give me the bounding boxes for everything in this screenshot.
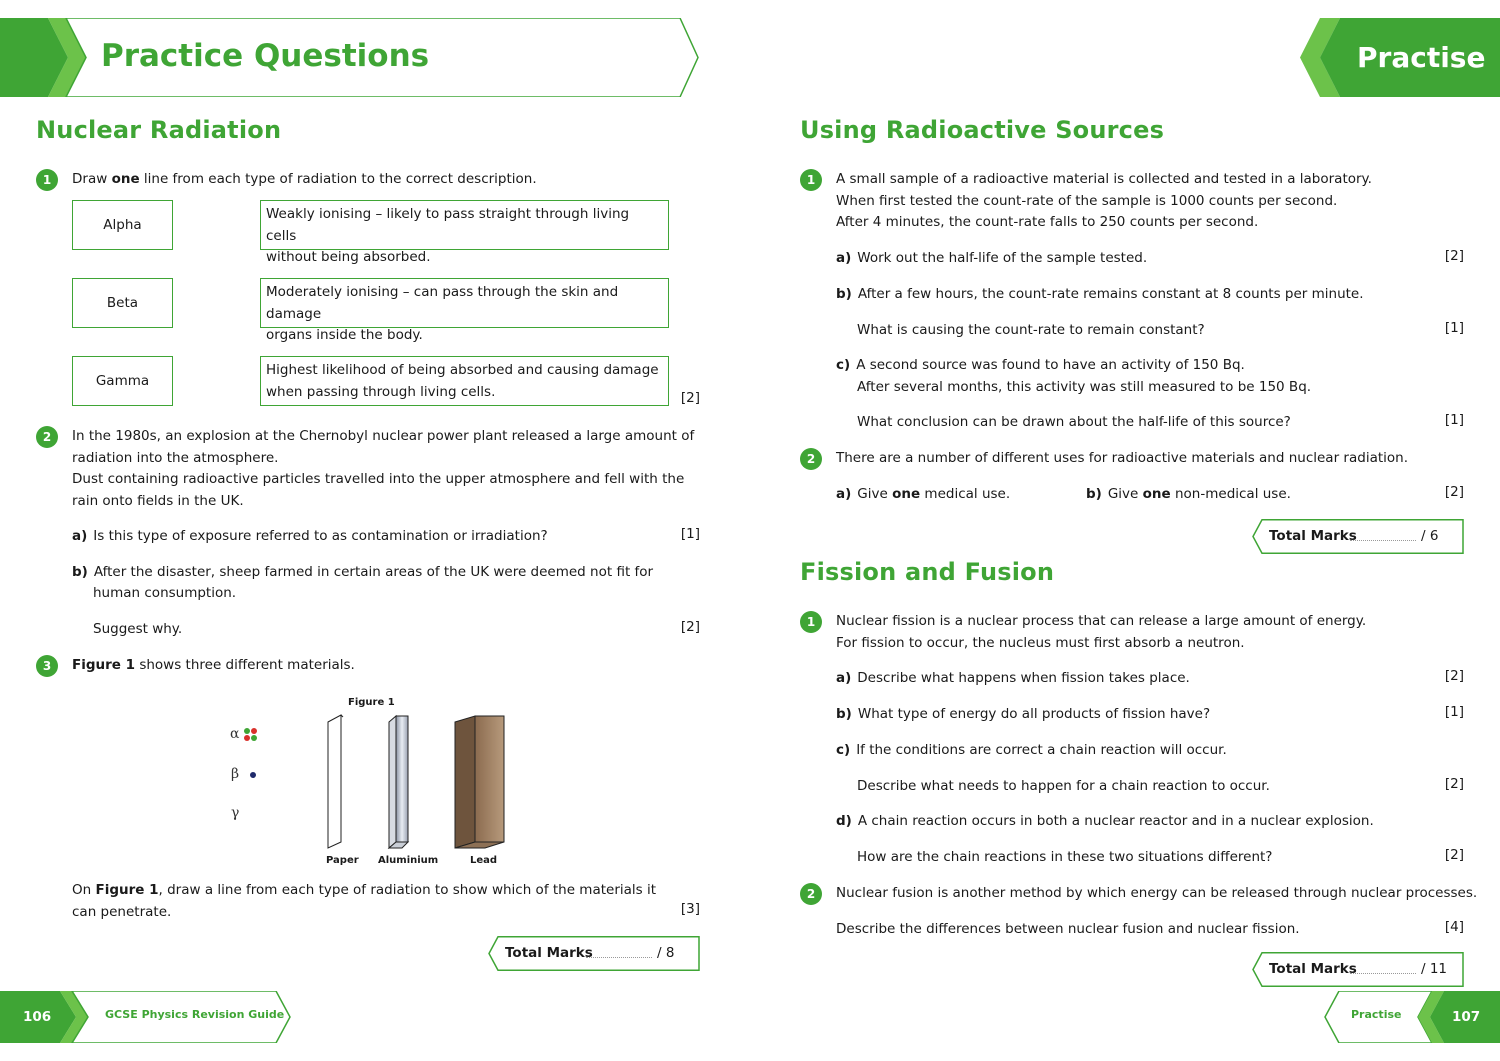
sub-text: A second source was found to have an activity of 150 Bq. <box>856 357 1245 373</box>
sub-label: b) <box>836 706 852 722</box>
subquestion-c-cont: After several months, this activity was still measured to be 150 Bq. <box>857 379 1312 395</box>
sub-label: a) <box>836 250 852 266</box>
description-line: when passing through living cells. <box>266 383 496 400</box>
question-text <box>836 169 1372 234</box>
mark-allocation: [1] <box>1444 320 1464 336</box>
total-marks-label: Total Marks <box>505 945 593 961</box>
subquestion-c-prompt: What conclusion can be drawn about the half-life of this source? <box>857 414 1291 430</box>
total-marks-label: Total Marks <box>1269 961 1357 977</box>
section-title-fission-fusion: Fission and Fusion <box>800 558 1055 586</box>
sub-text: Give <box>1107 486 1143 502</box>
beta-particle-icon <box>249 771 259 781</box>
material-label-lead: Lead <box>470 855 498 866</box>
sub-label: c) <box>836 742 851 758</box>
radiation-box-beta[interactable] <box>72 278 173 328</box>
total-marks-line <box>1350 973 1416 974</box>
page-number-right: 107 <box>1452 1009 1481 1025</box>
text-bold: one <box>111 171 140 187</box>
total-marks-line <box>586 957 652 958</box>
text-part: line from each type of radiation to the correct description. <box>139 171 537 187</box>
figure-title: Figure 1 <box>348 697 395 708</box>
material-label-paper: Paper <box>326 855 359 866</box>
sub-text: After the disaster, sheep farmed in certain areas of the UK were deemed not fit for <box>93 564 654 580</box>
question-text <box>72 426 694 512</box>
total-marks-line <box>1350 540 1416 541</box>
material-label-aluminium: Aluminium <box>378 855 439 866</box>
subquestion-d <box>836 811 1374 833</box>
total-marks-value: / 6 <box>1421 528 1439 544</box>
book-title: GCSE Physics Revision Guide <box>105 1008 285 1021</box>
subquestion-b <box>72 562 653 584</box>
total-marks-value: / 8 <box>657 945 675 961</box>
description-box-2[interactable] <box>260 278 669 343</box>
sub-label: c) <box>836 357 851 373</box>
sub-label: b) <box>836 286 852 302</box>
subquestion-b <box>836 704 1210 726</box>
question-text: Nuclear fusion is another method by which energy can be released through nuclear processes. <box>836 885 1478 901</box>
sub-text: Work out the half-life of the sample tested. <box>857 250 1148 266</box>
text-line: In the 1980s, an explosion at the Chernobyl nuclear power plant released a large amount of <box>72 428 695 444</box>
header-right-title: Practise <box>1357 41 1486 74</box>
question-number: 2 <box>800 448 822 470</box>
text-part: On <box>72 882 96 898</box>
alpha-particle-icon <box>243 727 259 743</box>
sub-label: d) <box>836 813 852 829</box>
text-part: shows three different materials. <box>135 657 355 673</box>
text-line: can penetrate. <box>72 903 172 920</box>
sub-label: a) <box>72 528 88 544</box>
sub-text: non-medical use. <box>1170 486 1291 502</box>
lead-block <box>453 714 507 850</box>
section-title-using-radioactive-sources: Using Radioactive Sources <box>800 116 1165 144</box>
sub-text: medical use. <box>920 486 1011 502</box>
subquestion-d-prompt: How are the chain reactions in these two situations different? <box>857 849 1273 865</box>
mark-allocation: [1] <box>680 526 700 542</box>
question-text <box>836 611 1366 654</box>
description-line: Highest likelihood of being absorbed and causing damage <box>266 362 659 378</box>
gamma-symbol: γ <box>231 805 240 821</box>
description-line: without being absorbed. <box>266 249 431 265</box>
description-box-3[interactable] <box>260 356 669 406</box>
text-line: After 4 minutes, the count-rate falls to 250 counts per second. <box>836 214 1259 230</box>
total-marks-label: Total Marks <box>1269 528 1357 544</box>
subquestion-a <box>72 526 548 548</box>
footer-section-label: Practise <box>1351 1008 1402 1021</box>
mark-allocation: [2] <box>680 390 700 406</box>
question-number: 2 <box>800 883 822 905</box>
text-line: Dust containing radioactive particles travelled into the upper atmosphere and fell with the <box>72 471 685 487</box>
question-prompt: Describe the differences between nuclear fusion and nuclear fission. <box>836 921 1300 937</box>
text-line: rain onto fields in the UK. <box>72 492 244 509</box>
beta-symbol: β <box>231 766 240 782</box>
question-text <box>72 169 537 191</box>
question-number: 3 <box>36 655 58 677</box>
mark-allocation: [2] <box>680 619 700 635</box>
mark-allocation: [4] <box>1444 919 1464 935</box>
sub-text: Give <box>857 486 893 502</box>
description-line: Moderately ionising – can pass through the skin and damage <box>266 284 619 322</box>
total-marks-box <box>488 936 700 971</box>
alpha-symbol: α <box>230 726 240 742</box>
text-part: Draw <box>72 171 112 187</box>
sub-text: A chain reaction occurs in both a nuclear reactor and in a nuclear explosion. <box>857 813 1374 829</box>
text-bold: one <box>892 486 921 502</box>
mark-allocation: [2] <box>1444 484 1464 500</box>
question-number: 1 <box>800 611 822 633</box>
mark-allocation: [1] <box>1444 704 1464 720</box>
total-marks-box <box>1252 952 1464 987</box>
text-bold: Figure 1 <box>72 657 136 673</box>
subquestion-b-prompt: What is causing the count-rate to remain constant? <box>857 322 1205 338</box>
sub-text: Describe what happens when fission takes place. <box>857 670 1190 686</box>
aluminium-sheet <box>386 714 412 850</box>
question-text: There are a number of different uses for radioactive materials and nuclear radiation. <box>836 450 1408 466</box>
section-title-nuclear-radiation: Nuclear Radiation <box>36 116 282 144</box>
subquestion-b-cont: human consumption. <box>93 585 237 601</box>
sub-label: a) <box>836 486 852 502</box>
subquestion-a <box>836 248 1147 270</box>
mark-allocation: [3] <box>680 901 700 917</box>
description-line: Weakly ionising – likely to pass straight through living cells <box>266 206 630 244</box>
description-line: organs inside the body. <box>266 327 423 343</box>
subquestion-c-prompt: Describe what needs to happen for a chain reaction to occur. <box>857 778 1270 794</box>
text-bold: one <box>1142 486 1171 502</box>
mark-allocation: [2] <box>1444 776 1464 792</box>
radiation-label: Gamma <box>95 373 150 389</box>
sub-label: a) <box>836 670 852 686</box>
sub-text: After a few hours, the count-rate remains constant at 8 counts per minute. <box>857 286 1364 302</box>
text-line: For fission to occur, the nucleus must first absorb a neutron. <box>836 634 1245 651</box>
paper-sheet <box>325 714 345 850</box>
page-number-left: 106 <box>23 1009 52 1025</box>
radiation-box-alpha[interactable] <box>72 200 173 250</box>
page-title: Practice Questions <box>101 38 430 74</box>
mark-allocation: [2] <box>1444 847 1464 863</box>
question-number: 1 <box>36 169 58 191</box>
instruction-text <box>72 880 656 923</box>
text-line: A small sample of a radioactive material is collected and tested in a laboratory. <box>836 171 1372 187</box>
text-part: , draw a line from each type of radiation to show which of the materials it <box>158 882 657 898</box>
radiation-box-gamma[interactable] <box>72 356 173 406</box>
sub-text: Is this type of exposure referred to as contamination or irradiation? <box>93 528 548 544</box>
subquestion-b <box>836 284 1364 306</box>
radiation-label: Alpha <box>103 217 142 233</box>
subquestion-c <box>836 740 1227 762</box>
sub-text: If the conditions are correct a chain reaction will occur. <box>856 742 1227 758</box>
subquestion-b <box>1086 484 1291 506</box>
sub-label: b) <box>1086 486 1102 502</box>
description-box-1[interactable] <box>260 200 669 265</box>
total-marks-box <box>1252 519 1464 554</box>
text-bold: Figure 1 <box>95 882 159 898</box>
subquestion-c <box>836 355 1245 377</box>
mark-allocation: [2] <box>1444 668 1464 684</box>
question-text <box>72 655 355 677</box>
text-line: Nuclear fission is a nuclear process that can release a large amount of energy. <box>836 613 1367 629</box>
sub-text: What type of energy do all products of fission have? <box>857 706 1211 722</box>
text-line: radiation into the atmosphere. <box>72 449 279 466</box>
subquestion-a <box>836 668 1190 690</box>
sub-label: b) <box>72 564 88 580</box>
question-number: 1 <box>800 169 822 191</box>
radiation-label: Beta <box>106 295 139 311</box>
text-line: When first tested the count-rate of the sample is 1000 counts per second. <box>836 192 1338 209</box>
subquestion-a <box>836 484 1010 506</box>
question-number: 2 <box>36 426 58 448</box>
subquestion-b-prompt: Suggest why. <box>93 621 183 637</box>
mark-allocation: [2] <box>1444 248 1464 264</box>
mark-allocation: [1] <box>1444 412 1464 428</box>
total-marks-value: / 11 <box>1421 961 1448 977</box>
